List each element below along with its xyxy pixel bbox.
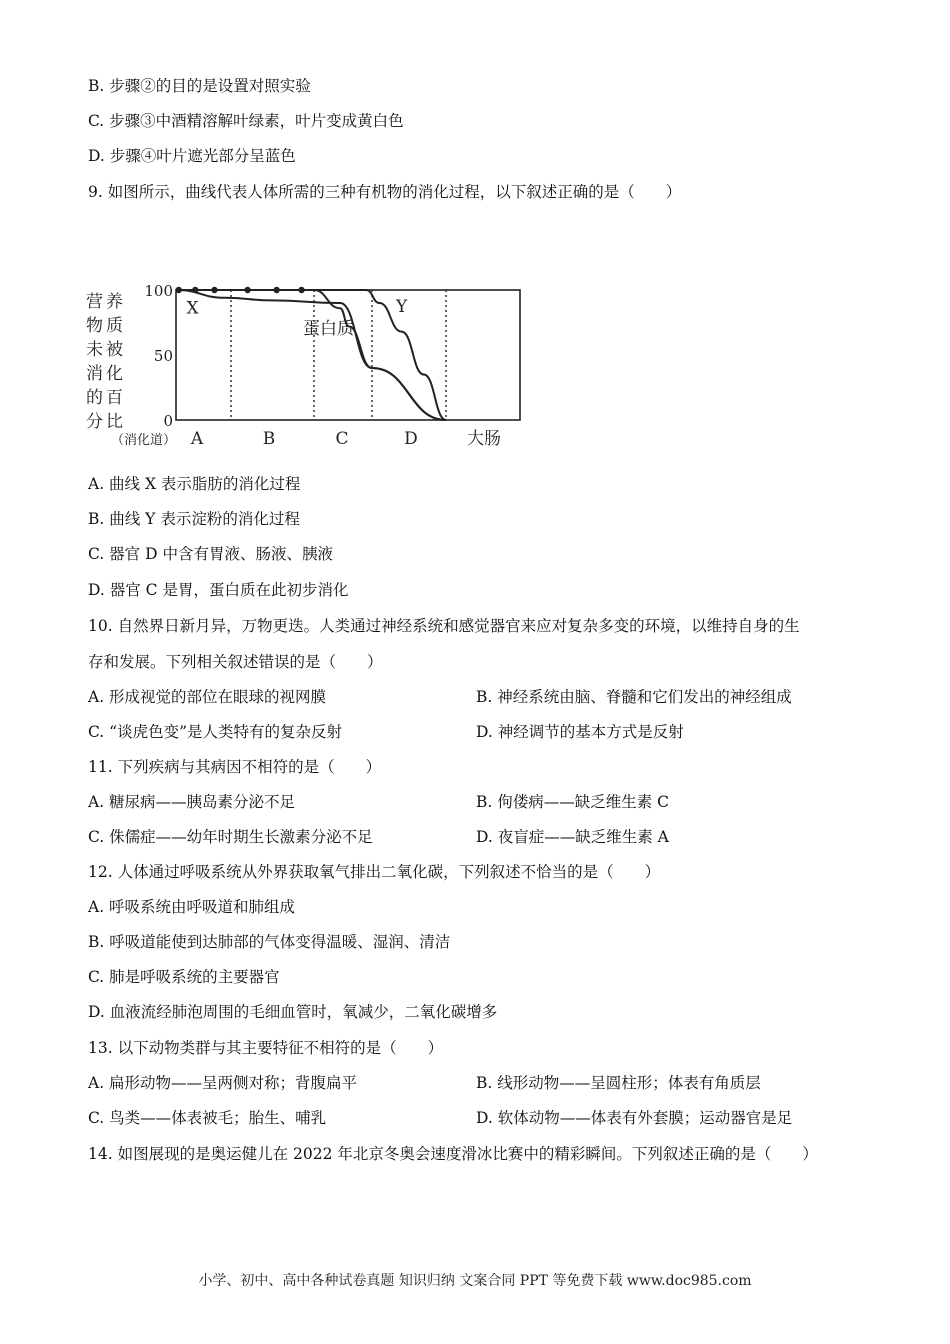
series-label: X xyxy=(186,298,199,319)
y-label-char: 被 xyxy=(106,340,123,360)
q9-option-b: B. 曲线 Y 表示淀粉的消化过程 xyxy=(88,510,300,528)
q11-option-b: B. 佝偻病——缺乏维生素 C xyxy=(476,793,670,811)
q12-option-a: A. 呼吸系统由呼吸道和肺组成 xyxy=(88,898,296,916)
q10-option-b: B. 神经系统由脑、脊髓和它们发出的神经组成 xyxy=(476,688,792,706)
data-point-marker xyxy=(192,287,198,293)
y-label-char: 分 xyxy=(86,412,103,432)
q13-stem: 13. 以下动物类群与其主要特征不相符的是（ ） xyxy=(88,1039,444,1057)
x-tick-label: C xyxy=(335,429,349,449)
page-footer: 小学、初中、高中各种试卷真题 知识归纳 文案合同 PPT 等免费下载 www.doc985.com xyxy=(198,1273,752,1289)
y-label-char: 百 xyxy=(106,388,123,408)
data-point-marker xyxy=(176,287,182,293)
data-point-marker xyxy=(244,287,250,293)
x-tick-label: D xyxy=(404,429,418,449)
y-label-char: 质 xyxy=(106,316,123,336)
q9-stem: 9. 如图所示，曲线代表人体所需的三种有机物的消化过程，以下叙述正确的是（ ） xyxy=(88,183,682,201)
x-tick-label: B xyxy=(262,429,276,449)
q13-option-b: B. 线形动物——呈圆柱形；体表有角质层 xyxy=(476,1074,761,1092)
q9-option-c: C. 器官 D 中含有胃液、肠液、胰液 xyxy=(88,545,333,563)
y-label-char: 比 xyxy=(106,412,123,432)
y-label-char: 营 xyxy=(86,292,103,312)
q13-option-a: A. 扁形动物——呈两侧对称；背腹扁平 xyxy=(88,1074,358,1092)
y-tick-label: 0 xyxy=(163,412,173,430)
y-tick-label: 50 xyxy=(153,347,173,365)
series-label: Y xyxy=(395,297,408,318)
q10-stem-line1: 10. 自然界日新月异，万物更迭。人类通过神经系统和感觉器官来应对复杂多变的环境，以维持自身的生 xyxy=(88,617,800,635)
x-axis-prefix: （消化道） xyxy=(111,433,177,448)
data-point-marker xyxy=(298,287,304,293)
data-point-marker xyxy=(273,287,279,293)
series-label: 蛋白质 xyxy=(303,319,354,340)
q12-stem: 12. 人体通过呼吸系统从外界获取氧气排出二氧化碳，下列叙述不恰当的是（ ） xyxy=(88,863,661,881)
y-label-char: 未 xyxy=(86,340,103,360)
q13-option-d: D. 软体动物——体表有外套膜；运动器官是足 xyxy=(476,1109,793,1127)
x-tick-label: A xyxy=(190,429,204,449)
y-label-char: 消 xyxy=(86,364,103,384)
q11-option-c: C. 侏儒症——幼年时期生长激素分泌不足 xyxy=(88,828,373,846)
q10-option-d: D. 神经调节的基本方式是反射 xyxy=(476,723,684,741)
q10-stem-line2: 存和发展。下列相关叙述错误的是（ ） xyxy=(88,653,383,671)
y-label-char: 化 xyxy=(106,364,123,384)
y-axis-label xyxy=(86,292,123,432)
digestion-chart xyxy=(84,280,534,450)
q13-option-c: C. 鸟类——体表被毛；胎生、哺乳 xyxy=(88,1109,327,1127)
q8-option-d: D. 步骤④叶片遮光部分呈蓝色 xyxy=(88,147,296,165)
x-tick-label: 大肠 xyxy=(467,429,501,449)
q10-option-c: C. “谈虎色变”是人类特有的复杂反射 xyxy=(88,723,343,741)
q11-stem: 11. 下列疾病与其病因不相符的是（ ） xyxy=(88,758,382,776)
y-tick-label: 100 xyxy=(144,282,173,300)
q12-option-b: B. 呼吸道能使到达肺部的气体变得温暖、湿润、清洁 xyxy=(88,933,451,951)
y-label-char: 养 xyxy=(106,292,123,312)
q14-stem: 14. 如图展现的是奥运健儿在 2022 年北京冬奥会速度滑冰比赛中的精彩瞬间。下列叙述正确的是（ ） xyxy=(88,1145,818,1163)
y-label-char: 物 xyxy=(86,316,103,336)
q12-option-c: C. 肺是呼吸系统的主要器官 xyxy=(88,968,280,986)
q10-option-a: A. 形成视觉的部位在眼球的视网膜 xyxy=(88,688,327,706)
q12-option-d: D. 血液流经肺泡周围的毛细血管时，氧减少，二氧化碳增多 xyxy=(88,1003,498,1021)
q9-option-d: D. 器官 C 是胃，蛋白质在此初步消化 xyxy=(88,581,349,599)
q8-option-b: B. 步骤②的目的是设置对照实验 xyxy=(88,77,311,95)
y-label-char: 的 xyxy=(86,388,103,408)
q8-option-c: C. 步骤③中酒精溶解叶绿素，叶片变成黄白色 xyxy=(88,112,404,130)
q9-option-a: A. 曲线 X 表示脂肪的消化过程 xyxy=(88,475,301,493)
data-point-marker xyxy=(211,287,217,293)
q11-option-a: A. 糖尿病——胰岛素分泌不足 xyxy=(88,793,296,811)
q11-option-d: D. 夜盲症——缺乏维生素 A xyxy=(476,828,669,846)
